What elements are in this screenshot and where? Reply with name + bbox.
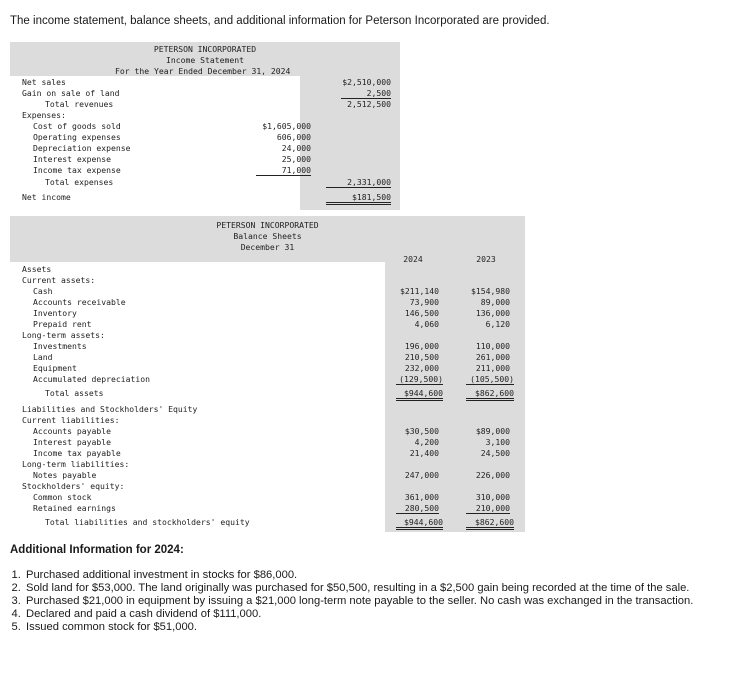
additional-info-heading: Additional Information for 2024: (10, 544, 184, 556)
value-2024: 4,200 (414, 437, 439, 447)
row-label: Cash (33, 286, 53, 296)
retained-earnings-2024: 280,500 (396, 503, 439, 514)
list-item: 2. Sold land for $53,000. The land originally was purchased for $50,500, resulting in a $2,500 gain being recorded at the time of the sale. (24, 582, 740, 595)
value-2023: 6,120 (485, 319, 510, 329)
value-2023: 136,000 (475, 308, 510, 318)
expense-label: Depreciation expense (33, 143, 131, 153)
balance-sheet-company: PETERSON INCORPORATED (216, 220, 319, 230)
expense-value: 606,000 (276, 132, 311, 142)
row-label: Equipment (33, 363, 77, 373)
total-revenues-label: Total revenues (45, 99, 114, 109)
value-2024: 21,400 (409, 448, 439, 458)
value-2024: 73,900 (409, 297, 439, 307)
value-2023: $89,000 (475, 426, 510, 436)
expense-label: Cost of goods sold (33, 121, 121, 131)
total-revenues-value: 2,512,500 (347, 99, 391, 109)
notes-payable-2023: 226,000 (475, 470, 510, 480)
gain-label: Gain on sale of land (22, 88, 120, 98)
equity-heading: Stockholders' equity: (22, 481, 125, 491)
retained-earnings-2023: 210,000 (466, 503, 510, 514)
value-2023: 110,000 (475, 341, 510, 351)
expense-label: Income tax expense (33, 165, 121, 175)
value-2023: $154,980 (471, 286, 510, 296)
net-sales-label: Net sales (22, 77, 66, 87)
value-2024: $30,500 (404, 426, 439, 436)
income-statement-period: For the Year Ended December 31, 2024 (115, 66, 291, 76)
total-assets-label: Total assets (45, 388, 104, 398)
common-stock-label: Common stock (33, 492, 92, 502)
row-label: Investments (33, 341, 87, 351)
expense-label: Interest expense (33, 154, 111, 164)
row-label: Accounts payable (33, 426, 111, 436)
common-stock-2023: 310,000 (475, 492, 510, 502)
long-term-assets-heading: Long-term assets: (22, 330, 105, 340)
list-item: 4. Declared and paid a cash dividend of $111,000. (24, 608, 740, 621)
column-header-2023: 2023 (476, 254, 496, 264)
expense-label: Operating expenses (33, 132, 121, 142)
notes-payable-2024: 247,000 (404, 470, 439, 480)
net-income-label: Net income (22, 192, 71, 202)
current-assets-heading: Current assets: (22, 275, 96, 285)
retained-earnings-label: Retained earnings (33, 503, 116, 513)
income-statement-company: PETERSON INCORPORATED (153, 44, 257, 54)
gain-value: 2,500 (341, 88, 391, 99)
row-label: Land (33, 352, 53, 362)
total-expenses-label: Total expenses (45, 177, 114, 187)
value-2023: 89,000 (480, 297, 510, 307)
liabilities-equity-heading: Liabilities and Stockholders' Equity (22, 404, 198, 414)
notes-payable-label: Notes payable (33, 470, 97, 480)
value-2023: 261,000 (475, 352, 510, 362)
net-sales-value: $2,510,000 (342, 77, 391, 87)
row-label: Prepaid rent (33, 319, 92, 329)
expense-value: 24,000 (281, 143, 311, 153)
value-2024: 146,500 (404, 308, 439, 318)
expense-value: 71,000 (256, 165, 311, 176)
expenses-label: Expenses: (22, 110, 66, 120)
list-item: 5. Issued common stock for $51,000. (24, 621, 740, 634)
assets-heading: Assets (22, 264, 52, 274)
total-assets-2023: $862,600 (466, 388, 514, 401)
value-2023: 3,100 (485, 437, 510, 447)
net-income-value: $181,500 (326, 192, 391, 205)
row-label: Income tax payable (33, 448, 121, 458)
expense-value: 25,000 (281, 154, 311, 164)
total-assets-2024: $944,600 (396, 388, 443, 401)
value-2023: 211,000 (475, 363, 510, 373)
value-2023: 24,500 (480, 448, 510, 458)
list-item: 3. Purchased $21,000 in equipment by issuing a $21,000 long-term note payable to the seller. No cash was exchanged in the transaction. (24, 595, 740, 608)
intro-text: The income statement, balance sheets, and additional information for Peterson Incorporated are provided. (10, 15, 550, 27)
total-liabilities-equity-2024: $944,600 (396, 517, 443, 530)
current-liabilities-heading: Current liabilities: (22, 415, 120, 425)
value-2024: (129,500) (396, 374, 443, 385)
value-2024: 4,060 (414, 319, 439, 329)
long-term-liabilities-heading: Long-term liabilities: (22, 459, 130, 469)
row-label: Inventory (33, 308, 77, 318)
value-2024: $211,140 (400, 286, 439, 296)
column-header-2024: 2024 (403, 254, 423, 264)
value-2024: 210,500 (404, 352, 439, 362)
common-stock-2024: 361,000 (404, 492, 439, 502)
list-item: 1. Purchased additional investment in stocks for $86,000. (24, 569, 740, 582)
balance-sheet-date: December 31 (240, 242, 295, 252)
value-2024: 232,000 (404, 363, 439, 373)
row-label: Accumulated depreciation (33, 374, 150, 384)
additional-info-list (10, 569, 740, 634)
total-expenses-value: 2,331,000 (326, 177, 391, 188)
expense-value: $1,605,000 (262, 121, 311, 131)
balance-sheet-title: Balance Sheets (233, 231, 302, 241)
value-2024: 196,000 (404, 341, 439, 351)
value-2023: (105,500) (466, 374, 514, 385)
total-liabilities-equity-label: Total liabilities and stockholders' equity (45, 517, 250, 527)
total-liabilities-equity-2023: $862,600 (466, 517, 514, 530)
income-statement-title: Income Statement (166, 55, 244, 65)
row-label: Accounts receivable (33, 297, 126, 307)
row-label: Interest payable (33, 437, 111, 447)
